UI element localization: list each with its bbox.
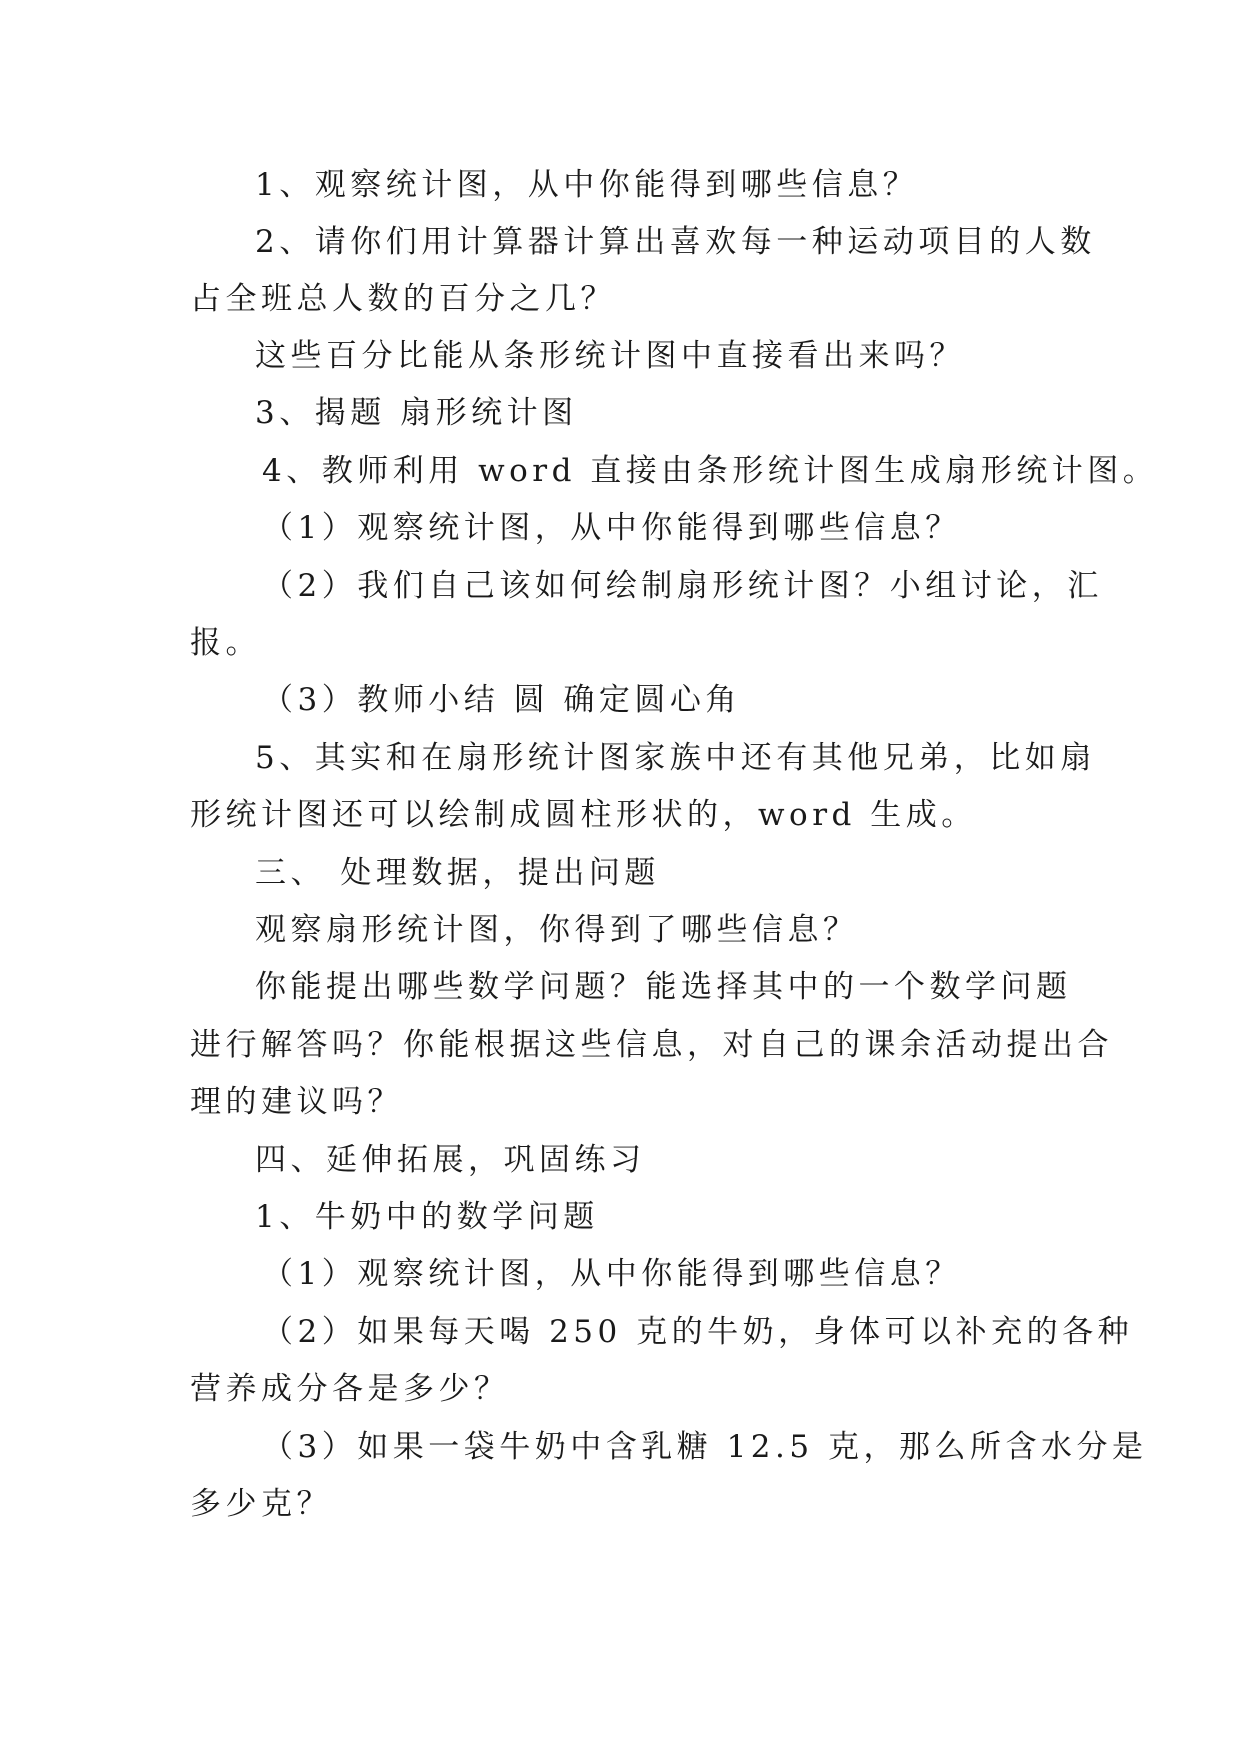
text-line: （1）观察统计图，从中你能得到哪些信息？ xyxy=(262,510,961,546)
text-line: 你能提出哪些数学问题？能选择其中的一个数学问题 xyxy=(255,969,1072,1005)
text-line: 营养成分各是多少？ xyxy=(190,1371,510,1407)
text-line: 1、观察统计图，从中你能得到哪些信息？ xyxy=(255,167,919,203)
text-line: 观察扇形统计图，你得到了哪些信息？ xyxy=(255,912,859,948)
text-line: 进行解答吗？你能根据这些信息，对自己的课余活动提出合 xyxy=(190,1027,1113,1063)
text-line: （3）如果一袋牛奶中含乳糖 12.5 克，那么所含水分是 xyxy=(262,1429,1148,1465)
text-line: 多少克？ xyxy=(190,1486,332,1522)
text-line: 四、延伸拓展，巩固练习 xyxy=(255,1142,646,1178)
text-line: （3）教师小结 圆 确定圆心角 xyxy=(262,682,741,718)
text-line: 三、 处理数据，提出问题 xyxy=(255,855,660,891)
text-line: 4、教师利用 word 直接由条形统计图生成扇形统计图。 xyxy=(262,453,1159,489)
text-line: 形统计图还可以绘制成圆柱形状的，word 生成。 xyxy=(190,797,977,833)
text-line: （1）观察统计图，从中你能得到哪些信息？ xyxy=(262,1256,961,1292)
text-line: 理的建议吗？ xyxy=(190,1084,403,1120)
text-line: （2）我们自己该如何绘制扇形统计图？小组讨论，汇 xyxy=(262,568,1103,604)
text-line: 占全班总人数的百分之几？ xyxy=(190,281,616,317)
text-line: 5、其实和在扇形统计图家族中还有其他兄弟，比如扇 xyxy=(255,740,1096,776)
text-line: 报。 xyxy=(190,625,261,661)
text-line: 2、请你们用计算器计算出喜欢每一种运动项目的人数 xyxy=(255,224,1096,260)
text-line: （2）如果每天喝 250 克的牛奶，身体可以补充的各种 xyxy=(262,1314,1134,1350)
text-line: 3、揭题 扇形统计图 xyxy=(255,395,578,431)
text-line: 这些百分比能从条形统计图中直接看出来吗？ xyxy=(255,338,965,374)
text-line: 1、牛奶中的数学问题 xyxy=(255,1199,599,1235)
